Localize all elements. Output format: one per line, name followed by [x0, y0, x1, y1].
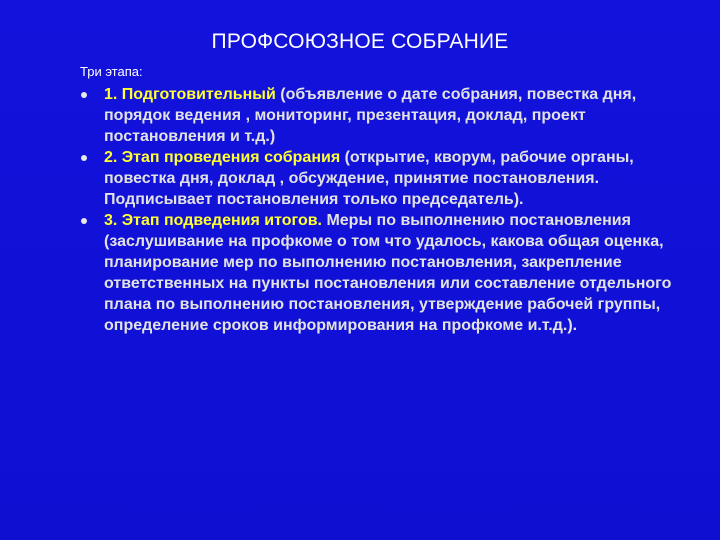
stage-heading: 1. Подготовительный: [104, 86, 276, 103]
stage-heading: 3. Этап подведения итогов.: [104, 212, 322, 229]
stage-heading: 2. Этап проведения собрания: [104, 149, 341, 166]
list-item-stage-3: [80, 210, 680, 336]
stage-list: [80, 84, 680, 336]
slide-title: ПРОФСОЮЗНОЕ СОБРАНИЕ: [211, 30, 509, 53]
stage-description: (открытие, кворум, рабочие органы, повестка дня, доклад , обсуждение, принятие постановления. Подписывает постановления только председатель).: [104, 149, 634, 208]
stage-description: Меры по выполнению постановления (заслушивание на профкоме о том что удалось, какова общая оценка, планирование мер по выполнению постановления, закрепление ответственных на пункты постановления или составление отдельного плана по выполнению постановления, утверждение рабочей группы, определение сроков информирования на профкоме и.т.д.).: [104, 212, 672, 334]
stage-description: (объявление о дате собрания, повестка дня, порядок ведения , мониторинг, презентация, доклад, проект постановления и т.д.): [104, 86, 637, 145]
intro-label: Три этапа:: [80, 64, 143, 79]
list-item-stage-2: [80, 147, 680, 210]
list-item-stage-1: [80, 84, 680, 147]
bullet-icon: [81, 155, 87, 161]
bullet-icon: [81, 218, 87, 224]
bullet-icon: [81, 92, 87, 98]
